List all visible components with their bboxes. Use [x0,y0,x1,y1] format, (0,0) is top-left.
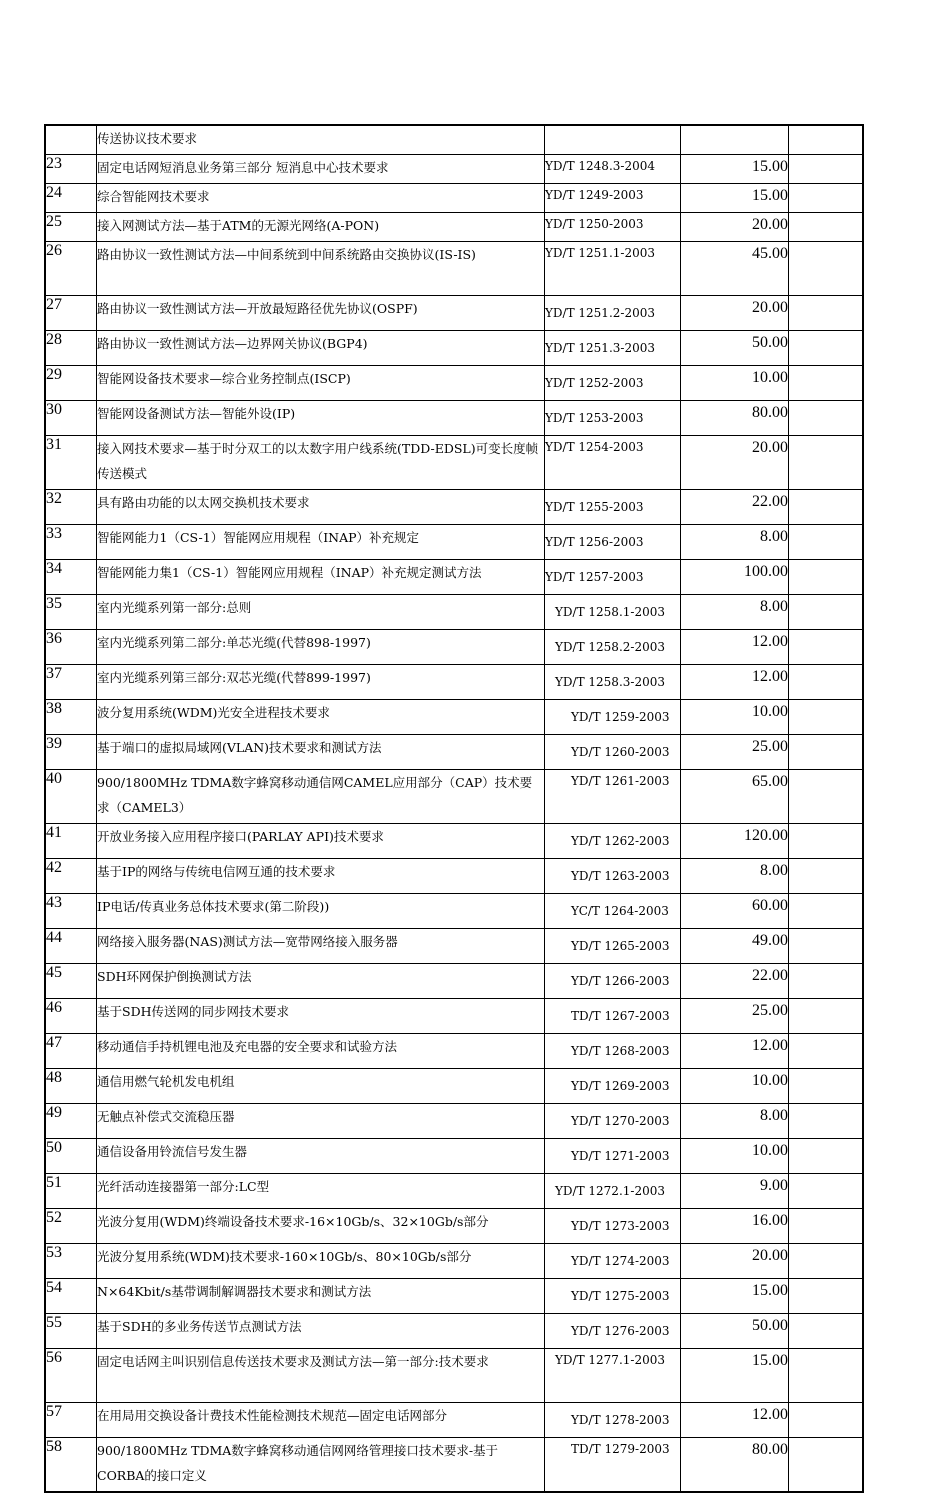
remarks-cell [789,1174,864,1209]
price: 20.00 [681,213,789,242]
standard-code: YD/T 1263-2003 [545,859,681,894]
remarks-cell [789,1104,864,1139]
price: 22.00 [681,964,789,999]
price: 12.00 [681,1403,789,1438]
row-number: 37 [45,665,97,700]
price: 9.00 [681,1174,789,1209]
row-number: 45 [45,964,97,999]
row-number: 36 [45,630,97,665]
row-number: 51 [45,1174,97,1209]
standard-code: YD/T 1274-2003 [545,1244,681,1279]
standard-code: YD/T 1249-2003 [545,184,681,213]
standard-title: IP电话/传真业务总体技术要求(第二阶段)) [97,894,545,929]
price: 10.00 [681,1139,789,1174]
table-row [45,735,863,770]
price: 8.00 [681,859,789,894]
price [681,125,789,155]
standard-title: 无触点补偿式交流稳压器 [97,1104,545,1139]
price: 25.00 [681,735,789,770]
price: 49.00 [681,929,789,964]
standard-title: 室内光缆系列第一部分:总则 [97,595,545,630]
standard-code: YD/T 1256-2003 [545,525,681,560]
remarks-cell [789,560,864,595]
table-row [45,770,863,824]
row-number: 34 [45,560,97,595]
standard-title: 网络接入服务器(NAS)测试方法—宽带网络接入服务器 [97,929,545,964]
row-number: 35 [45,595,97,630]
price: 20.00 [681,436,789,490]
table-row [45,331,863,366]
price: 45.00 [681,242,789,296]
standard-code: YD/T 1251.1-2003 [545,242,681,296]
standard-title: 固定电话网主叫识别信息传送技术要求及测试方法—第一部分:技术要求 [97,1349,545,1403]
price: 12.00 [681,1034,789,1069]
table-row [45,1104,863,1139]
table-row [45,366,863,401]
standard-title: 900/1800MHz TDMA数字蜂窝移动通信网网络管理接口技术要求-基于CORBA的接口定义 [97,1438,545,1493]
table-row [45,1403,863,1438]
remarks-cell [789,1314,864,1349]
price: 50.00 [681,331,789,366]
remarks-cell [789,1034,864,1069]
standard-title: 智能网设备技术要求—综合业务控制点(ISCP) [97,366,545,401]
table-row [45,1209,863,1244]
remarks-cell [789,1438,864,1493]
standard-title: 路由协议一致性测试方法—边界网关协议(BGP4) [97,331,545,366]
standard-title: 智能网能力1（CS-1）智能网应用规程（INAP）补充规定 [97,525,545,560]
standard-code: YD/T 1270-2003 [545,1104,681,1139]
table-row [45,630,863,665]
standard-title: 通信用燃气轮机发电机组 [97,1069,545,1104]
table-row [45,859,863,894]
price: 50.00 [681,1314,789,1349]
standards-table-body [45,125,863,1492]
standard-title: 传送协议技术要求 [97,125,545,155]
remarks-cell [789,525,864,560]
remarks-cell [789,700,864,735]
standard-title: 光波分复用(WDM)终端设备技术要求-16×10Gb/s、32×10Gb/s部分 [97,1209,545,1244]
remarks-cell [789,1244,864,1279]
table-row [45,824,863,859]
remarks-cell [789,929,864,964]
standard-title: SDH环网保护倒换测试方法 [97,964,545,999]
table-row [45,929,863,964]
row-number: 48 [45,1069,97,1104]
remarks-cell [789,490,864,525]
price: 12.00 [681,630,789,665]
row-number: 58 [45,1438,97,1493]
standard-title: 路由协议一致性测试方法—开放最短路径优先协议(OSPF) [97,296,545,331]
row-number: 47 [45,1034,97,1069]
row-number: 44 [45,929,97,964]
row-number: 43 [45,894,97,929]
table-row [45,125,863,155]
row-number: 54 [45,1279,97,1314]
row-number: 26 [45,242,97,296]
standard-code: YD/T 1275-2003 [545,1279,681,1314]
row-number: 53 [45,1244,97,1279]
remarks-cell [789,331,864,366]
table-row [45,999,863,1034]
standard-title: 移动通信手持机锂电池及充电器的安全要求和试验方法 [97,1034,545,1069]
row-number: 46 [45,999,97,1034]
table-row [45,1034,863,1069]
standard-title: 室内光缆系列第二部分:单芯光缆(代替898-1997) [97,630,545,665]
table-row [45,1349,863,1403]
remarks-cell [789,859,864,894]
standard-title: 接入网测试方法—基于ATM的无源光网络(A-PON) [97,213,545,242]
remarks-cell [789,824,864,859]
table-row [45,1244,863,1279]
standard-code: YD/T 1259-2003 [545,700,681,735]
price: 10.00 [681,366,789,401]
standard-code: YD/T 1251.2-2003 [545,296,681,331]
standard-title: 具有路由功能的以太网交换机技术要求 [97,490,545,525]
remarks-cell [789,184,864,213]
standard-code: YD/T 1276-2003 [545,1314,681,1349]
row-number: 33 [45,525,97,560]
table-row [45,595,863,630]
remarks-cell [789,630,864,665]
remarks-cell [789,595,864,630]
remarks-cell [789,1279,864,1314]
standard-title: 接入网技术要求—基于时分双工的以太数字用户线系统(TDD-EDSL)可变长度帧传送模式 [97,436,545,490]
table-row [45,665,863,700]
price: 8.00 [681,525,789,560]
row-number: 42 [45,859,97,894]
row-number: 56 [45,1349,97,1403]
price: 16.00 [681,1209,789,1244]
standard-title: 900/1800MHz TDMA数字蜂窝移动通信网CAMEL应用部分（CAP）技术要求（CAMEL3） [97,770,545,824]
standard-code: YD/T 1252-2003 [545,366,681,401]
standard-code: YD/T 1253-2003 [545,401,681,436]
table-row [45,1139,863,1174]
price: 10.00 [681,700,789,735]
standard-code: YD/T 1254-2003 [545,436,681,490]
price: 15.00 [681,1279,789,1314]
price: 10.00 [681,1069,789,1104]
price: 15.00 [681,184,789,213]
row-number [45,125,97,155]
table-row [45,242,863,296]
table-row [45,1438,863,1493]
remarks-cell [789,213,864,242]
standard-code: YD/T 1258.2-2003 [545,630,681,665]
table-row [45,1279,863,1314]
standard-code: YD/T 1260-2003 [545,735,681,770]
price: 22.00 [681,490,789,525]
standard-title: 智能网能力集1（CS-1）智能网应用规程（INAP）补充规定测试方法 [97,560,545,595]
standard-title: 固定电话网短消息业务第三部分 短消息中心技术要求 [97,155,545,184]
standard-title: 基于SDH传送网的同步网技术要求 [97,999,545,1034]
table-row [45,1069,863,1104]
remarks-cell [789,436,864,490]
remarks-cell [789,964,864,999]
table-row [45,213,863,242]
remarks-cell [789,770,864,824]
remarks-cell [789,1069,864,1104]
remarks-cell [789,401,864,436]
row-number: 55 [45,1314,97,1349]
remarks-cell [789,665,864,700]
table-row [45,296,863,331]
row-number: 28 [45,331,97,366]
row-number: 27 [45,296,97,331]
price: 15.00 [681,1349,789,1403]
standard-code: YC/T 1264-2003 [545,894,681,929]
standard-code: YD/T 1248.3-2004 [545,155,681,184]
standard-code: YD/T 1277.1-2003 [545,1349,681,1403]
standards-table [44,124,864,1493]
row-number: 57 [45,1403,97,1438]
standard-code: YD/T 1265-2003 [545,929,681,964]
standard-code: TD/T 1279-2003 [545,1438,681,1493]
row-number: 40 [45,770,97,824]
standard-title: 光纤活动连接器第一部分:LC型 [97,1174,545,1209]
price: 65.00 [681,770,789,824]
price: 8.00 [681,1104,789,1139]
table-row [45,1314,863,1349]
price: 120.00 [681,824,789,859]
price: 20.00 [681,296,789,331]
standard-code: YD/T 1251.3-2003 [545,331,681,366]
table-row [45,894,863,929]
row-number: 31 [45,436,97,490]
standard-title: 波分复用系统(WDM)光安全进程技术要求 [97,700,545,735]
row-number: 50 [45,1139,97,1174]
row-number: 25 [45,213,97,242]
standard-title: 智能网设备测试方法—智能外设(IP) [97,401,545,436]
standard-title: N×64Kbit/s基带调制解调器技术要求和测试方法 [97,1279,545,1314]
price: 12.00 [681,665,789,700]
standard-code: YD/T 1271-2003 [545,1139,681,1174]
remarks-cell [789,155,864,184]
standard-title: 通信设备用铃流信号发生器 [97,1139,545,1174]
standard-title: 在用局用交换设备计费技术性能检测技术规范—固定电话网部分 [97,1403,545,1438]
table-row [45,155,863,184]
remarks-cell [789,1403,864,1438]
standard-code: TD/T 1267-2003 [545,999,681,1034]
remarks-cell [789,242,864,296]
remarks-cell [789,999,864,1034]
price: 80.00 [681,1438,789,1493]
row-number: 32 [45,490,97,525]
standard-title: 开放业务接入应用程序接口(PARLAY API)技术要求 [97,824,545,859]
row-number: 30 [45,401,97,436]
table-row [45,490,863,525]
row-number: 24 [45,184,97,213]
standard-title: 基于SDH的多业务传送节点测试方法 [97,1314,545,1349]
remarks-cell [789,296,864,331]
standard-title: 综合智能网技术要求 [97,184,545,213]
standard-code: YD/T 1262-2003 [545,824,681,859]
table-row [45,1174,863,1209]
price: 25.00 [681,999,789,1034]
table-row [45,525,863,560]
standard-title: 室内光缆系列第三部分:双芯光缆(代替899-1997) [97,665,545,700]
price: 20.00 [681,1244,789,1279]
remarks-cell [789,366,864,401]
standard-code: YD/T 1268-2003 [545,1034,681,1069]
standard-code: YD/T 1273-2003 [545,1209,681,1244]
remarks-cell [789,1349,864,1403]
row-number: 49 [45,1104,97,1139]
table-row [45,184,863,213]
row-number: 38 [45,700,97,735]
table-row [45,560,863,595]
standard-title: 路由协议一致性测试方法—中间系统到中间系统路由交换协议(IS-IS) [97,242,545,296]
remarks-cell [789,125,864,155]
table-row [45,700,863,735]
price: 80.00 [681,401,789,436]
row-number: 39 [45,735,97,770]
row-number: 23 [45,155,97,184]
standard-code: YD/T 1258.1-2003 [545,595,681,630]
standard-title: 基于IP的网络与传统电信网互通的技术要求 [97,859,545,894]
remarks-cell [789,1209,864,1244]
standard-title: 光波分复用系统(WDM)技术要求-160×10Gb/s、80×10Gb/s部分 [97,1244,545,1279]
table-row [45,436,863,490]
standard-code: YD/T 1269-2003 [545,1069,681,1104]
table-row [45,964,863,999]
table-row [45,401,863,436]
price: 100.00 [681,560,789,595]
price: 60.00 [681,894,789,929]
standard-code: YD/T 1257-2003 [545,560,681,595]
standard-code: YD/T 1278-2003 [545,1403,681,1438]
price: 15.00 [681,155,789,184]
remarks-cell [789,735,864,770]
remarks-cell [789,894,864,929]
standard-code [545,125,681,155]
standard-code: YD/T 1255-2003 [545,490,681,525]
standard-code: YD/T 1261-2003 [545,770,681,824]
price: 8.00 [681,595,789,630]
standard-code: YD/T 1272.1-2003 [545,1174,681,1209]
remarks-cell [789,1139,864,1174]
standard-code: YD/T 1258.3-2003 [545,665,681,700]
standard-code: YD/T 1250-2003 [545,213,681,242]
standard-title: 基于端口的虚拟局域网(VLAN)技术要求和测试方法 [97,735,545,770]
row-number: 29 [45,366,97,401]
row-number: 52 [45,1209,97,1244]
row-number: 41 [45,824,97,859]
standard-code: YD/T 1266-2003 [545,964,681,999]
